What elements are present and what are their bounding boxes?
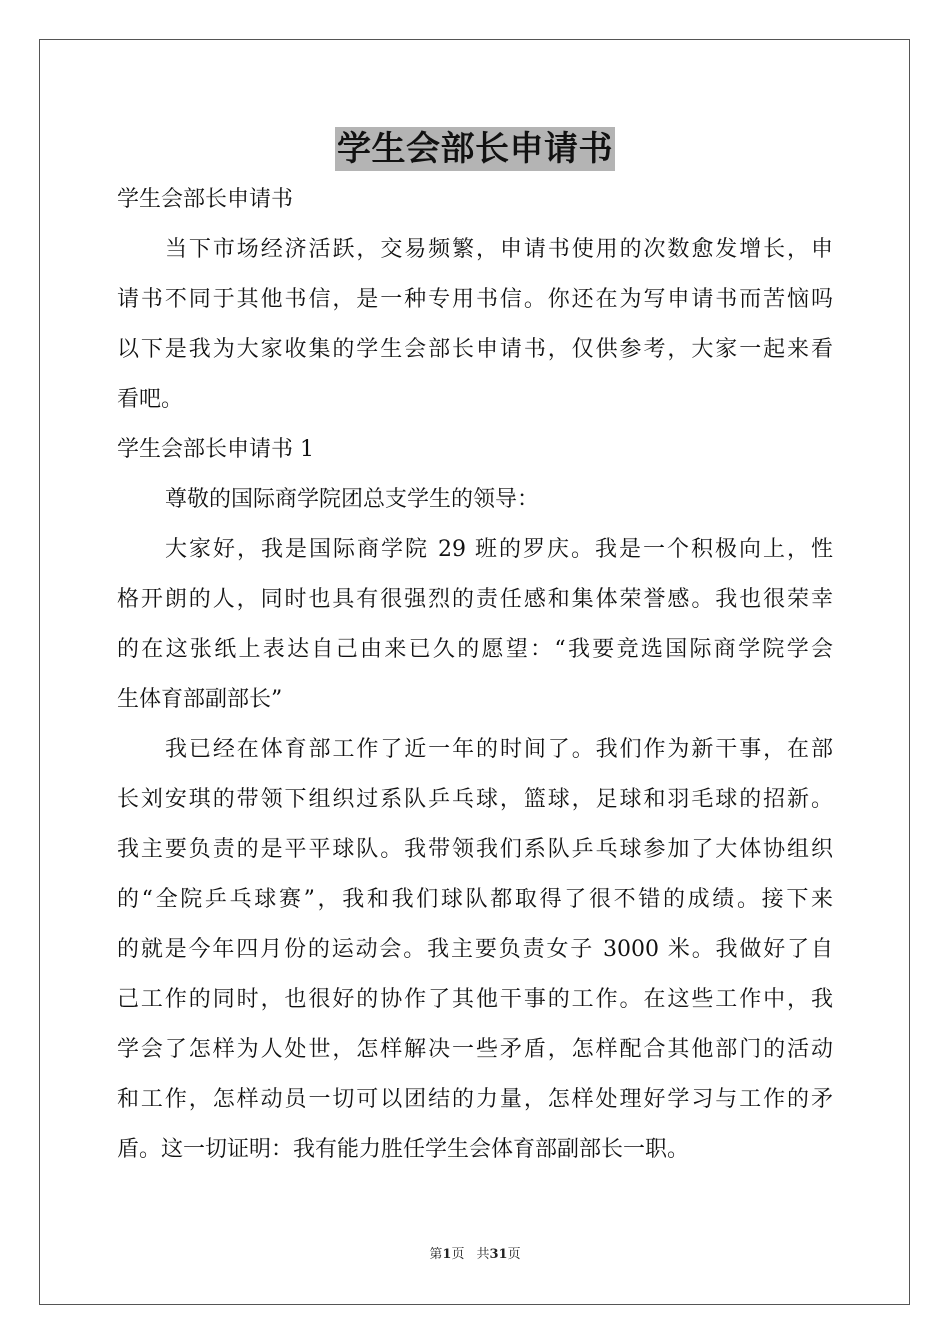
text-line: 学生会部长申请书 1 [117, 437, 314, 462]
text-line: 大家好，我是国际商学院 29 班的罗庆。我是一个积极向上，性 [165, 537, 833, 562]
text-line: 格开朗的人，同时也具有很强烈的责任感和集体荣誉感。我也很荣幸 [117, 587, 833, 612]
text-line: 盾。这一切证明：我有能力胜任学生会体育部副部长一职。 [117, 1137, 690, 1162]
document-title: 学生会部长申请书 [337, 129, 613, 169]
page-footer [0, 1246, 950, 1264]
text-line: 看吧。 [117, 387, 184, 412]
text-line: 我已经在体育部工作了近一年的时间了。我们作为新干事，在部 [165, 737, 833, 762]
text-line: 的就是今年四月份的运动会。我主要负责女子 3000 米。我做好了自 [117, 937, 833, 962]
text-line: 请书不同于其他书信，是一种专用书信。你还在为写申请书而苦恼吗 [117, 287, 833, 312]
text-line: 当下市场经济活跃，交易频繁，申请书使用的次数愈发增长，申 [165, 237, 833, 262]
text-line: 的“全院乒乓球赛”，我和我们球队都取得了很不错的成绩。接下来 [117, 887, 833, 912]
title-container [0, 127, 950, 171]
total-pages: 31 [489, 1247, 508, 1262]
text-line: 的在这张纸上表达自己由来已久的愿望：“我要竞选国际商学院学会 [117, 637, 833, 662]
page-number: 1 [442, 1247, 452, 1262]
page-suffix: 页 [451, 1247, 465, 1262]
text-line: 己工作的同时，也很好的协作了其他干事的工作。在这些工作中，我 [117, 987, 833, 1012]
text-line: 和工作，怎样动员一切可以团结的力量，怎样处理好学习与工作的矛 [117, 1087, 833, 1112]
total-suffix: 页 [507, 1247, 521, 1262]
text-line: 以下是我为大家收集的学生会部长申请书，仅供参考，大家一起来看 [117, 337, 833, 362]
text-line: 学会了怎样为人处世，怎样解决一些矛盾，怎样配合其他部门的活动 [117, 1037, 833, 1062]
document-body [117, 175, 833, 1175]
text-line: 生体育部副部长” [117, 687, 283, 712]
text-line: 我主要负责的是平平球队。我带领我们系队乒乓球参加了大体协组织 [117, 837, 833, 862]
text-line: 长刘安琪的带领下组织过系队乒乓球，篮球，足球和羽毛球的招新。 [117, 787, 833, 812]
text-line: 尊敬的国际商学院团总支学生的领导： [165, 487, 540, 512]
text-line: 学生会部长申请书 [117, 187, 294, 212]
total-prefix: 共 [476, 1247, 490, 1262]
page-prefix: 第 [429, 1247, 443, 1262]
